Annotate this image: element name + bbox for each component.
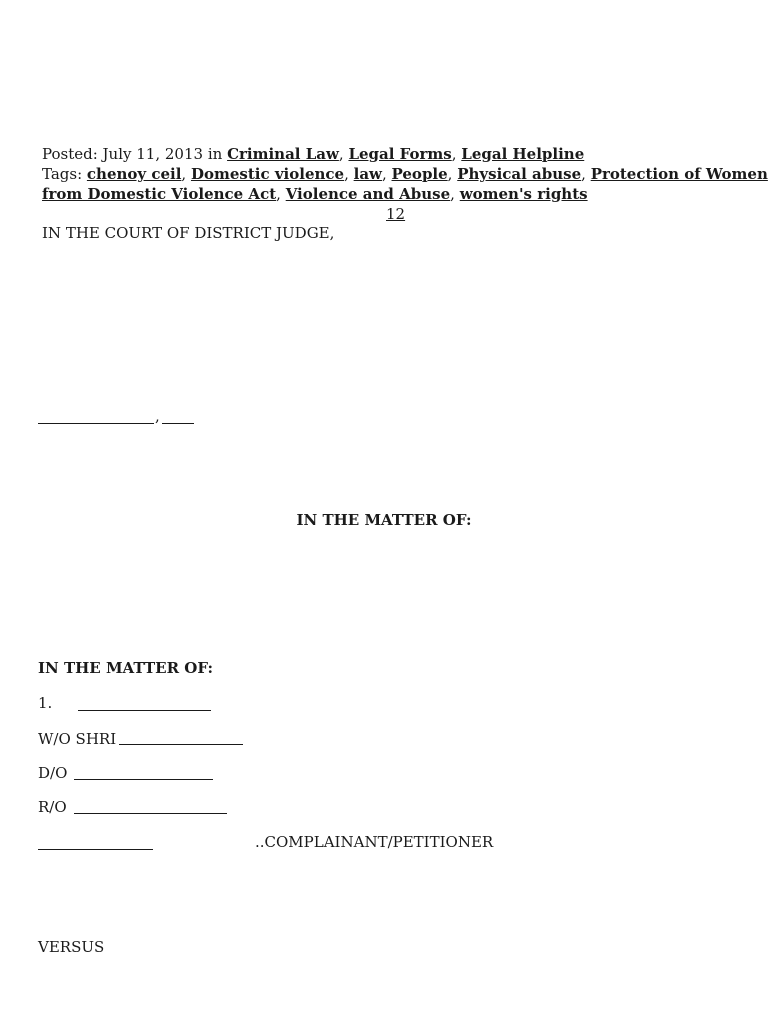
ro-label: R/O [38,798,67,816]
blank-line-complainant [38,849,153,850]
tags-prefix: Tags: [42,165,87,183]
in-word: in [203,145,228,163]
tag-link-people[interactable]: People [391,165,448,183]
posted-prefix: Posted: [42,145,103,163]
separator: , [451,145,462,163]
blank-line-name [78,710,211,711]
separator: , [181,165,191,183]
tag-link-law[interactable]: law [353,165,382,183]
blank-line-wo [119,744,243,745]
category-link-criminal-law[interactable]: Criminal Law [227,145,339,163]
post-meta-line-1 [42,144,584,164]
matter-heading-left: IN THE MATTER OF: [38,659,213,677]
blank-line-do [74,779,213,780]
complainant-label: ..COMPLAINANT/PETITIONER [255,833,494,851]
tag-link-domestic-violence[interactable]: Domestic violence [190,165,345,183]
tag-link-physical-abuse[interactable]: Physical abuse [457,165,582,183]
separator: , [450,185,460,203]
page-number: 12 [386,205,406,223]
separator: , [447,165,458,183]
tag-link-chenoy-ceil[interactable]: chenoy ceil [86,165,182,183]
post-meta-line-2 [42,164,768,184]
post-date: July 11, 2013 [102,145,204,163]
category-link-legal-forms[interactable]: Legal Forms [348,145,452,163]
blank-line-year [162,423,194,424]
wo-label: W/O SHRI [38,730,117,748]
separator: , [581,165,591,183]
do-label: D/O [38,764,68,782]
separator: , [344,165,354,183]
blank-line-ro [74,813,227,814]
versus-label: VERSUS [38,938,105,956]
blank-comma: , [155,407,160,425]
tag-link-dv-act[interactable]: from Domestic Violence Act [42,185,277,203]
separator: , [338,145,349,163]
item-number: 1. [38,694,53,712]
tag-link-womens-rights[interactable]: women's rights [459,185,588,203]
post-meta-line-3 [42,184,588,204]
tag-link-protection-of-women[interactable]: Protection of Women [590,165,768,183]
court-heading: IN THE COURT OF DISTRICT JUDGE, [42,224,335,242]
tag-link-violence-and-abuse[interactable]: Violence and Abuse [285,185,451,203]
separator: , [381,165,392,183]
matter-heading-center: IN THE MATTER OF: [296,511,472,529]
category-link-legal-helpline[interactable]: Legal Helpline [461,145,585,163]
separator: , [276,185,286,203]
blank-line-place [38,423,154,424]
